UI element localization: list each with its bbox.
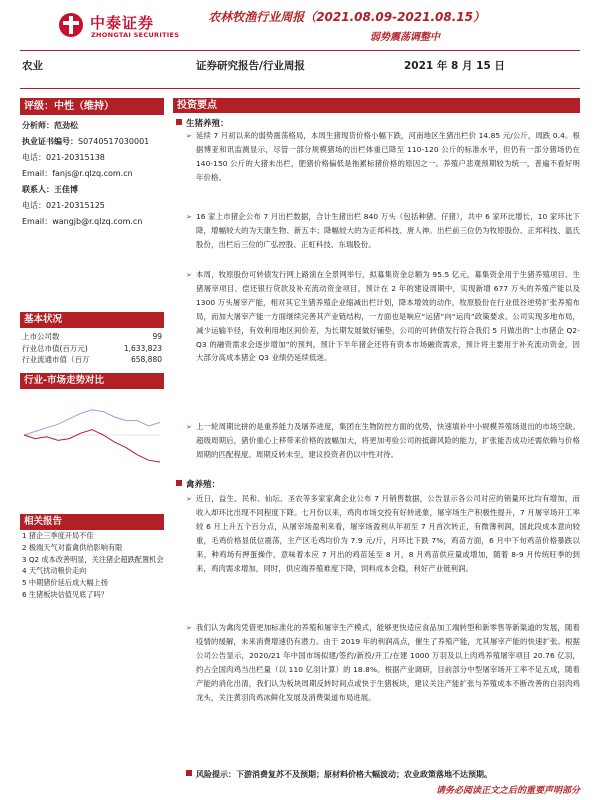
series-line-industry [24, 430, 160, 462]
arrow-icon: ➢ [186, 271, 192, 279]
arrow-icon: ➢ [186, 213, 192, 221]
license: 执业证书编号：S0740517030001 [22, 137, 150, 146]
basic-status-table [22, 331, 162, 366]
arrow-icon: ➢ [186, 495, 192, 503]
list-item[interactable]: 6 生猪板块估值见底了吗？ [22, 589, 108, 599]
paragraph: 上一轮周期比拼的是重养能力及屠养进度，集团在生物防控方面的优势，快速填补中小规模养殖场退出的市场空缺。超级周期后，猪价重心上移带来价格的波幅加大，将更加考验公司的抵御风险的能力，扩张能否成功还需依赖与价格周期的匹配程度。周期反转未至，建议投资者仍以中性对待。 [196, 422, 580, 459]
paragraph: 近日，益生、民和、仙坛、圣农等多家家禽企业公布 7 月销售数据，公告显示各公司对应的销量环比均有增加，而收入却环比出现不同程度下降。七月份以来，鸡肉市场交投有好转迹象，屠宰场生产积极性提升，7 月屠宰场开工率较 6 月上升五个百分点，从屠宰场盈利来看，屠宰场盈利从年初至 7 月首次转正，有微薄利润，国此段成本意向较重，毛鸡价格显低位震荡，主产区毛鸡均价为 7.9 元/斤，月环比下跌 7%，鸡苗方面，6 月中下旬鸡苗价格暴跌以来，种鸡场有押蛋操作，意味着本应 7 月出的鸡苗延至 8 月，8 月鸡苗供应量或增加，随着 8-9 月传统旺季的到来，鸡肉需求增加，同时，供应端养殖难度下降，饲料成本会稳，利好产业链利润。 [196, 494, 580, 573]
related-reports-list [22, 530, 164, 601]
email-1[interactable]: Email：fanjs@r.qlzq.com.cn [22, 169, 133, 178]
related-reports-title: 相关报告 [20, 514, 164, 530]
report-type: 证券研究报告/行业周报 [196, 60, 305, 72]
report-date: 2021 年 8 月 15 日 [404, 60, 505, 72]
arrow-icon: ➢ [186, 132, 192, 140]
phone-1: 电话：021-20315138 [22, 153, 105, 162]
paragraph: 16 家上市猪企公布 7 月出栏数据，合计生猪出栏 840 万头（包括种猪、仔猪），共中 6 家环比增长，10 家环比下降，增幅较大的为天康生物、新五丰；降幅较大的为正邦科技、唐人神。出栏前三位仍为牧原股份、正邦科技、温氏股份，出栏后三位的广弘控股、正虹科技、东瑞股份。 [196, 212, 580, 249]
arrow-icon: ➢ [186, 423, 192, 431]
report-title: 农林牧渔行业周报（2021.08.09-2021.08.15） [208, 10, 485, 24]
section-poultry: 禽养殖： [176, 478, 220, 490]
series-line-market [24, 410, 160, 435]
logo-text-cn: 中泰证券 [90, 14, 155, 32]
bullet-square-icon [176, 119, 182, 125]
list-item[interactable]: 5 中期猪价延后成大幅上扬 [22, 578, 108, 588]
logo-text-en: ZHONGTAI SECURITIES [91, 31, 180, 39]
report-subtitle: 弱势震荡调整中 [370, 32, 440, 43]
arrow-icon: ➢ [186, 624, 192, 632]
table-row: 行业流通市值（百万 658,880 [22, 355, 162, 365]
section-pig: 生猪养殖： [176, 117, 229, 129]
analyst: 分析师：范劲松 [22, 121, 78, 130]
rating-bar: 评级：中性（维持） [20, 98, 164, 115]
paragraph: 我们认为禽肉凭借更加标准化的养殖和屠宰生产模式，能够更快适应食品加工端转型和新零售等新渠道的发展，随着疫情的缓解，未来消费增速仍有潜力。由于 2019 年的利润高点，催生了养殖产能，尤其屠宰产能的快速扩张。根据公司公告显示，2020/21 年中国市场拟建/签约/新投/开工/在建 1000 万羽及以上肉鸡养殖屠宰项目 20.76 亿羽，约占全国肉鸡当出栏量（以 110 亿羽计算）的 18.8%。根据产业调研，目前部分中型屠宰场开工率不足五成，随着产能的消化出清，我们认为板块周期反转时间点或快于生猪板块，建议关注产能扩张与养殖成本不断改善的白羽肉鸡龙头，关注黄羽肉鸡冰鲜化发展及消费渠道布局进展。 [196, 623, 580, 702]
risk-warning: 风险提示：下游消费复苏不及预期；原材料价格大幅波动；农业政策落地不达预期。 [186, 769, 492, 780]
meta-divider [20, 88, 580, 89]
table-row: 上市公司数 99 [22, 332, 162, 342]
paragraph: 延续 7 月初以来的弱势震荡格局，本周生猪现货价格小幅下跌，河南地区生猪出栏价 14.85 元/公斤，周跌 0.4。根据博亚和讯监测显示，尽管一部分规模猪场的出栏体重已降至 110-120 公斤的标准水平，但仍有一部分猪场仍在 140-150 公斤的大猪未出栏，肥猪价格偏低是拖累标猪价格的原因之一。养殖户悲观预期较为统一，普遍不看好明年价格。 [196, 131, 580, 182]
perf-chart-title: 行业-市场走势对比 [20, 373, 164, 389]
contact: 联系人：王佳博 [22, 185, 78, 194]
paragraph: 本周，牧原股份可转债发行网上路演在全景网举行，拟募集资金总额为 95.5 亿元，募集资金用于生猪养殖项目、生猪屠宰项目、偿还银行贷款及补充流动资金项目，预计在 2 年的建设周期中，实现新增 677 万头的养殖产能以及 1300 万头屠宰产能，相对其它生猪养殖企业缩减出栏计划，降本增效的动作，牧原股份在行业低谷逆势扩张养殖布局，而加大屠宰产能一方面继续完善其产业链结构，一方面也是响应“运猪”向“运肉”政策要求。公司实现多地布局，减少运输半径，有效利用地区间价差，为长期发展做好铺垫，公司的可转债发行符合我们 5 月做出的“上市猪企 Q2-Q3 的融资需求会逐步增加”的预判，预计下半年猪企还将有资本市场融资需求，预计将主要用于补充流动资金，因大部分高成本猪企 Q3 业绩仍延续低迷。 [196, 270, 580, 363]
header-divider [20, 50, 580, 51]
email-2[interactable]: Email：wangjb@r.qlzq.com.cn [22, 217, 143, 226]
list-item[interactable]: 1 猪企三季度开局不佳 [22, 531, 94, 540]
investment-points-title: 投资要点 [173, 98, 580, 113]
footer-disclaimer: 请务必阅读正文之后的重要声明部分 [435, 786, 580, 796]
performance-chart [20, 395, 164, 475]
list-item[interactable]: 4 天气扰动粮价走向 [22, 566, 87, 576]
list-item[interactable]: 3 Q2 成本改善明显，关注猪企超跌配置机会 [22, 554, 164, 564]
basic-status-title: 基本状况 [20, 312, 164, 328]
industry-label: 农业 [22, 60, 43, 72]
bullet-square-icon [186, 770, 192, 776]
company-logo [58, 12, 208, 44]
logo-icon [58, 12, 84, 38]
bullet-square-icon [176, 480, 182, 486]
list-item[interactable]: 2 极端天气对畜禽供给影响有限 [22, 542, 123, 552]
table-row: 行业总市值(百万元) 1,633,823 [22, 343, 162, 353]
phone-2: 电话：021-20315125 [22, 201, 105, 210]
